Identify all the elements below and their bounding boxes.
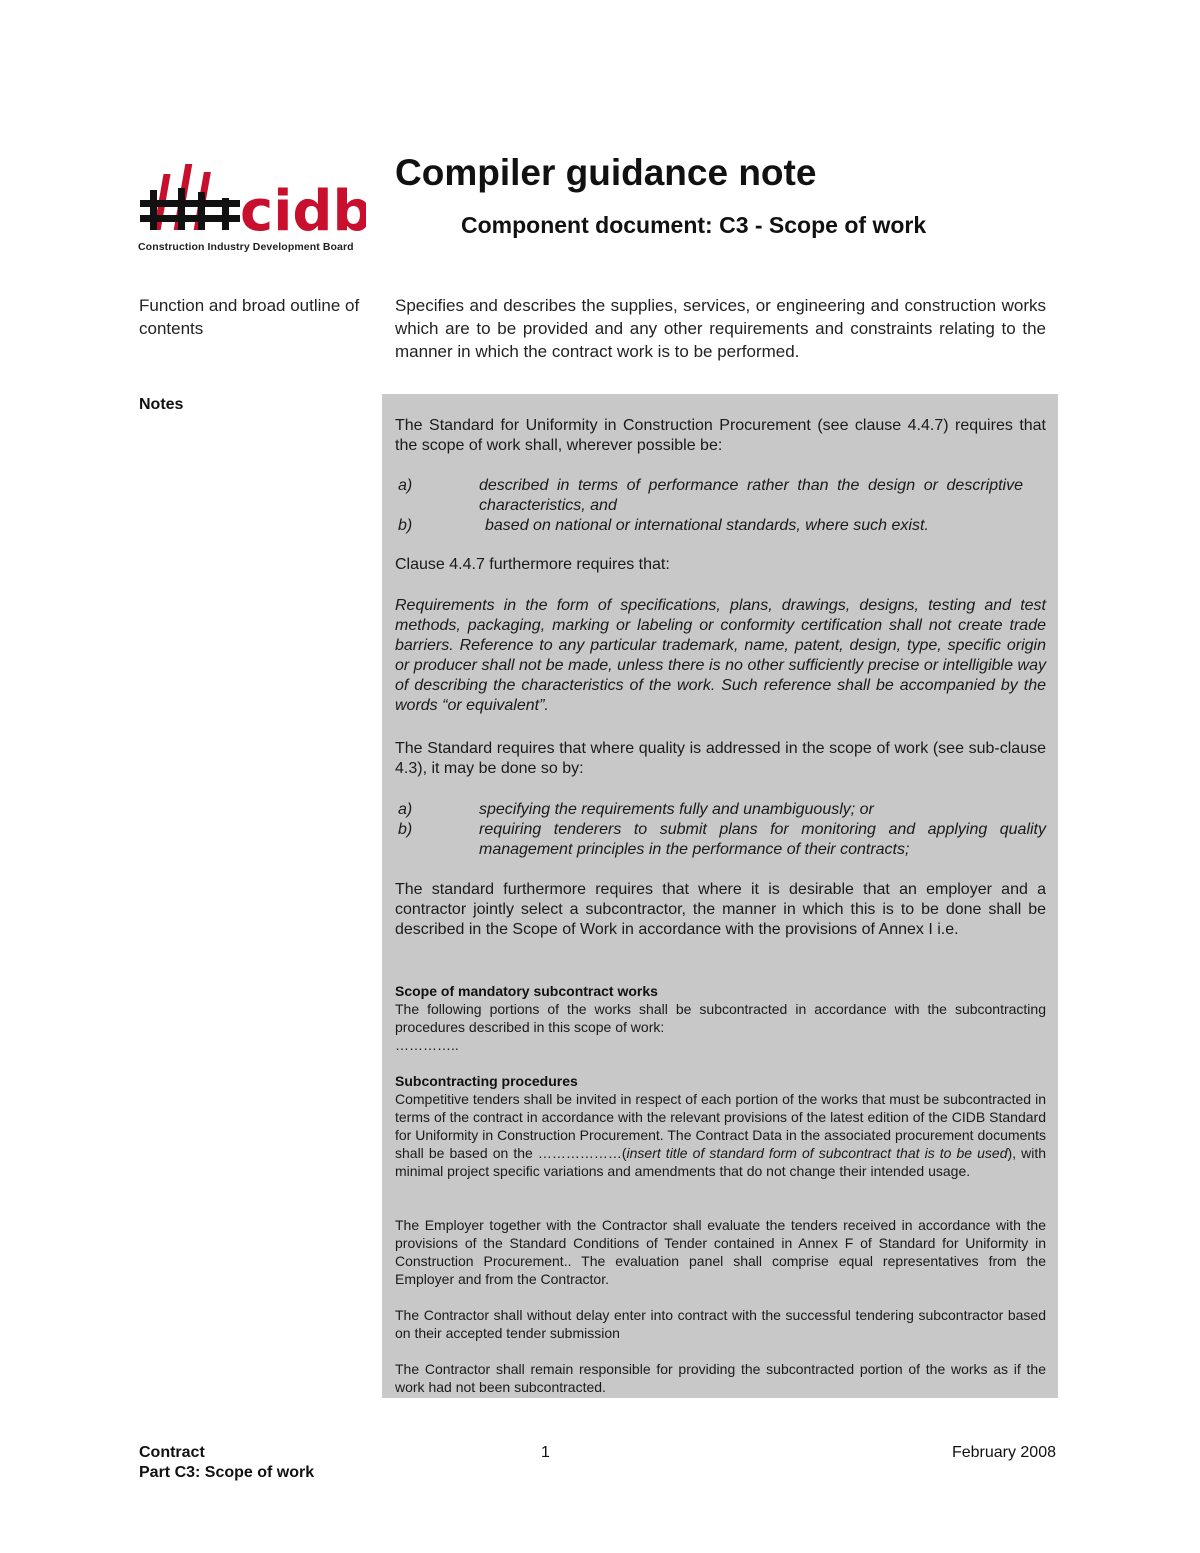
procedures-paragraph-1 <box>395 1090 1046 1180</box>
procedures-heading: Subcontracting procedures <box>395 1073 578 1089</box>
notes-box <box>382 394 1058 1398</box>
page-number: 1 <box>541 1444 550 1461</box>
list-item-text: specifying the requirements fully and unambiguously; or <box>479 801 874 818</box>
procedures-text-italic: insert title of standard form of subcontract that is to be used <box>626 1145 1008 1161</box>
list-item-label: b) <box>398 821 413 838</box>
procedures-paragraph-3: The Contractor shall without delay enter into contract with the successful tendering subcontractor based on their accepted tender submission <box>395 1307 1046 1341</box>
cidb-logo-mark <box>138 160 366 240</box>
list-item-text: requiring tenderers to submit plans for monitoring and applying quality management principles in the performance of their contracts; <box>479 821 1046 858</box>
list-item-text: based on national or international standards, where such exist. <box>485 517 929 534</box>
notes-paragraph-4: The Standard requires that where quality is addressed in the scope of work (see sub-clause 4.3), it may be done so by: <box>395 740 1046 777</box>
list-item-label: b) <box>398 517 413 534</box>
list-item-label: a) <box>398 477 413 494</box>
notes-paragraph-5: The standard furthermore requires that where it is desirable that an employer and a contractor jointly select a subcontractor, the manner in which this is to be done shall be described in the Scope of Work in accordance with the provisions of Annex I i.e. <box>395 881 1046 938</box>
page-subtitle: Component document: C3 - Scope of work <box>461 212 927 238</box>
procedures-text-1: Competitive tenders shall be invited in respect of each portion of the works that must be subcontracted in terms of the contract in accordance with the relevant provisions of the latest edition of the CIDB Standard for Uniformity in Construction Procurement. The Contract Data in the associated procurement documents shall be based on the ………………( <box>395 1091 1046 1161</box>
footer-line-2: Part C3: Scope of work <box>139 1464 315 1481</box>
scope-dots: ………….. <box>395 1037 459 1053</box>
procedures-text-2: ), with minimal project specific variations and amendments that do not change their intended usage. <box>395 1145 1046 1179</box>
function-label: Function and broad outline of contents <box>139 296 360 338</box>
notes-label: Notes <box>139 396 184 413</box>
procedures-paragraph-4: The Contractor shall remain responsible for providing the subcontracted portion of the works as if the work had not been subcontracted. <box>395 1361 1046 1395</box>
notes-paragraph-2: Clause 4.4.7 furthermore requires that: <box>395 556 670 573</box>
scope-text: The following portions of the works shall be subcontracted in accordance with the subcontracting procedures described in this scope of work: <box>395 1001 1046 1035</box>
cidb-logo <box>138 160 366 256</box>
footer-line-1: Contract <box>139 1444 205 1461</box>
footer-document-label <box>139 1443 314 1483</box>
logo-tagline: Construction Industry Development Board <box>138 241 354 253</box>
notes-paragraph-1: The Standard for Uniformity in Construction Procurement (see clause 4.4.7) requires that the scope of work shall, wherever possible be: <box>395 417 1046 454</box>
list-item-text: described in terms of performance rather than the design or descriptive characteristics, and <box>479 477 1023 514</box>
notes-paragraph-3: Requirements in the form of specifications, plans, drawings, designs, testing and test methods, packaging, marking or labeling or conformity certification shall not create trade barriers. Reference to any particular trademark, name, patent, design, type, specific origin or producer shall not be made, unless there is no other sufficiently precise or intelligible way of describing the characteristics of the work. Such reference shall be accompanied by the words “or equivalent”. <box>395 597 1046 714</box>
procedures-paragraph-2: The Employer together with the Contractor shall evaluate the tenders received in accordance with the provisions of the Standard Conditions of Tender contained in Annex F of Standard for Uniformity in Construction Procurement.. The evaluation panel shall comprise equal representatives from the Employer and from the Contractor. <box>395 1217 1046 1287</box>
function-text: Specifies and describes the supplies, services, or engineering and construction works which are to be provided and any other requirements and constraints relating to the manner in which the contract work is to be performed. <box>395 296 1046 361</box>
scope-heading: Scope of mandatory subcontract works <box>395 983 658 999</box>
page-title: Compiler guidance note <box>395 152 817 193</box>
logo-wordmark: cidb <box>240 179 366 240</box>
footer-date: February 2008 <box>951 1444 1056 1461</box>
list-item-label: a) <box>398 801 413 818</box>
